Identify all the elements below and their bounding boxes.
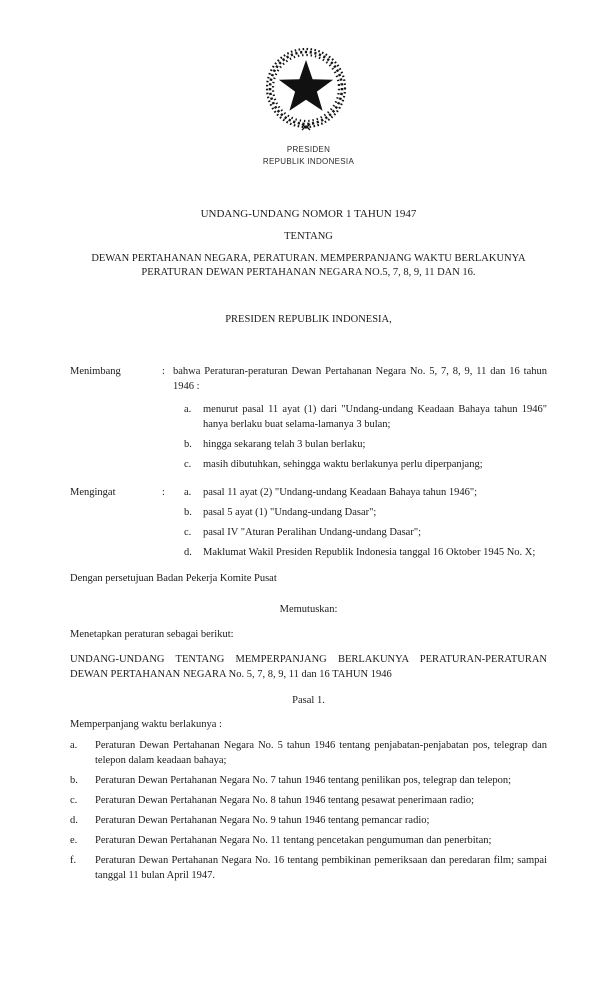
item-marker: d. [184, 547, 192, 558]
presidential-emblem [65, 46, 547, 141]
item-text: pasal IV "Aturan Peralihan Undang-undang Dasar"; [203, 527, 422, 538]
item-marker: a. [184, 487, 192, 498]
enacting-line: Menetapkan peraturan sebagai berikut: [70, 629, 234, 640]
tentang-label: TENTANG [284, 231, 333, 242]
item-text: Peraturan Dewan Pertahanan Negara No. 11 tentang pencetakan pengumuman dan penerbitan; [95, 835, 492, 846]
agreement-line: Dengan persetujuan Badan Pekerja Komite Pusat [70, 573, 277, 584]
item-marker: d. [70, 815, 78, 826]
item-text: Peraturan Dewan Pertahanan Negara No. 8 tahun 1946 tentang pesawat penerimaan radio; [95, 795, 475, 806]
list-item [184, 402, 547, 432]
list-item [184, 457, 547, 472]
law-full-title: UNDANG-UNDANG TENTANG MEMPERPANJANG BERLAKUNYA PERATURAN-PERATURAN DEWAN PERTAHANAN NEGARA No. 5, 7, 8, 9, 11 dan 16 TAHUN 1946 [70, 654, 547, 680]
list-item [184, 485, 547, 500]
list-item [70, 853, 547, 883]
list-item [184, 525, 547, 540]
law-subject-title: DEWAN PERTAHANAN NEGARA, PERATURAN. MEMPERPANJANG WAKTU BERLAKUNYA PERATURAN DEWAN PERTAHANAN NEGARA NO.5, 7, 8, 9, 11 DAN 16. [91, 253, 526, 278]
menimbang-list [173, 402, 547, 472]
list-item [184, 505, 547, 520]
list-item [70, 738, 547, 768]
item-text: Peraturan Dewan Pertahanan Negara No. 7 tahun 1946 tentang penilikan pos, telegrap dan telepon; [95, 775, 512, 786]
star-icon [279, 60, 333, 111]
pasal-1-list [70, 738, 547, 883]
item-marker: b. [184, 507, 192, 518]
mengingat-section [70, 485, 547, 565]
list-item [184, 437, 547, 452]
mengingat-label: Mengingat [70, 487, 116, 498]
pasal-1-intro: Memperpanjang waktu berlakunya : [70, 719, 222, 730]
item-marker: c. [184, 459, 192, 470]
item-marker: a. [184, 404, 192, 415]
star-wreath-icon [254, 46, 358, 136]
item-text: masih dibutuhkan, sehingga waktu berlakunya perlu diperpanjang; [203, 459, 483, 470]
list-item [70, 773, 547, 788]
law-number-title: UNDANG-UNDANG NOMOR 1 TAHUN 1947 [200, 208, 417, 220]
salutation-line: PRESIDEN REPUBLIK INDONESIA, [225, 314, 392, 325]
menimbang-label: Menimbang [70, 366, 121, 377]
memutuskan-heading: Memutuskan: [279, 604, 338, 615]
letterhead [70, 144, 547, 167]
item-marker: e. [70, 835, 78, 846]
item-text: pasal 5 ayat (1) "Undang-undang Dasar"; [203, 507, 377, 518]
item-text: Maklumat Wakil Presiden Republik Indonesia tanggal 16 Oktober 1945 No. X; [203, 547, 536, 558]
pasal-1-heading: Pasal 1. [292, 695, 325, 706]
list-item [184, 545, 547, 560]
item-marker: c. [70, 795, 78, 806]
title-block [70, 207, 547, 279]
item-text: Peraturan Dewan Pertahanan Negara No. 5 tahun 1946 tentang penjabatan-penjabatan pos, telegrap dan telepon dalam keadaan bahaya; [95, 740, 547, 766]
menimbang-intro: bahwa Peraturan-peraturan Dewan Pertahanan Negara No. 5, 7, 8, 9, 11 dan 16 tahun 1946 : [173, 366, 547, 392]
item-marker: a. [70, 740, 78, 751]
item-marker: b. [184, 439, 192, 450]
letterhead-republik: REPUBLIK INDONESIA [262, 156, 355, 166]
item-text: hingga sekarang telah 3 bulan berlaku; [203, 439, 366, 450]
item-text: pasal 11 ayat (2) "Undang-undang Keadaan Bahaya tahun 1946"; [203, 487, 478, 498]
item-text: Peraturan Dewan Pertahanan Negara No. 16 tentang pembikinan pemeriksaan dan peredaran film; sampai tanggal 11 bulan April 1947. [95, 855, 547, 881]
item-marker: c. [184, 527, 192, 538]
menimbang-colon: : [162, 366, 165, 377]
list-item [70, 833, 547, 848]
item-marker: b. [70, 775, 78, 786]
list-item [70, 793, 547, 808]
letterhead-presiden: PRESIDEN [286, 145, 331, 154]
item-text: Peraturan Dewan Pertahanan Negara No. 9 tahun 1946 tentang pemancar radio; [95, 815, 430, 826]
item-marker: f. [70, 855, 77, 866]
menimbang-section [70, 364, 547, 477]
mengingat-list [173, 485, 547, 560]
mengingat-colon: : [162, 487, 165, 498]
list-item [70, 813, 547, 828]
item-text: menurut pasal 11 ayat (1) dari "Undang-undang Keadaan Bahaya tahun 1946" hanya berlaku buat selama-lamanya 3 bulan; [203, 404, 547, 430]
